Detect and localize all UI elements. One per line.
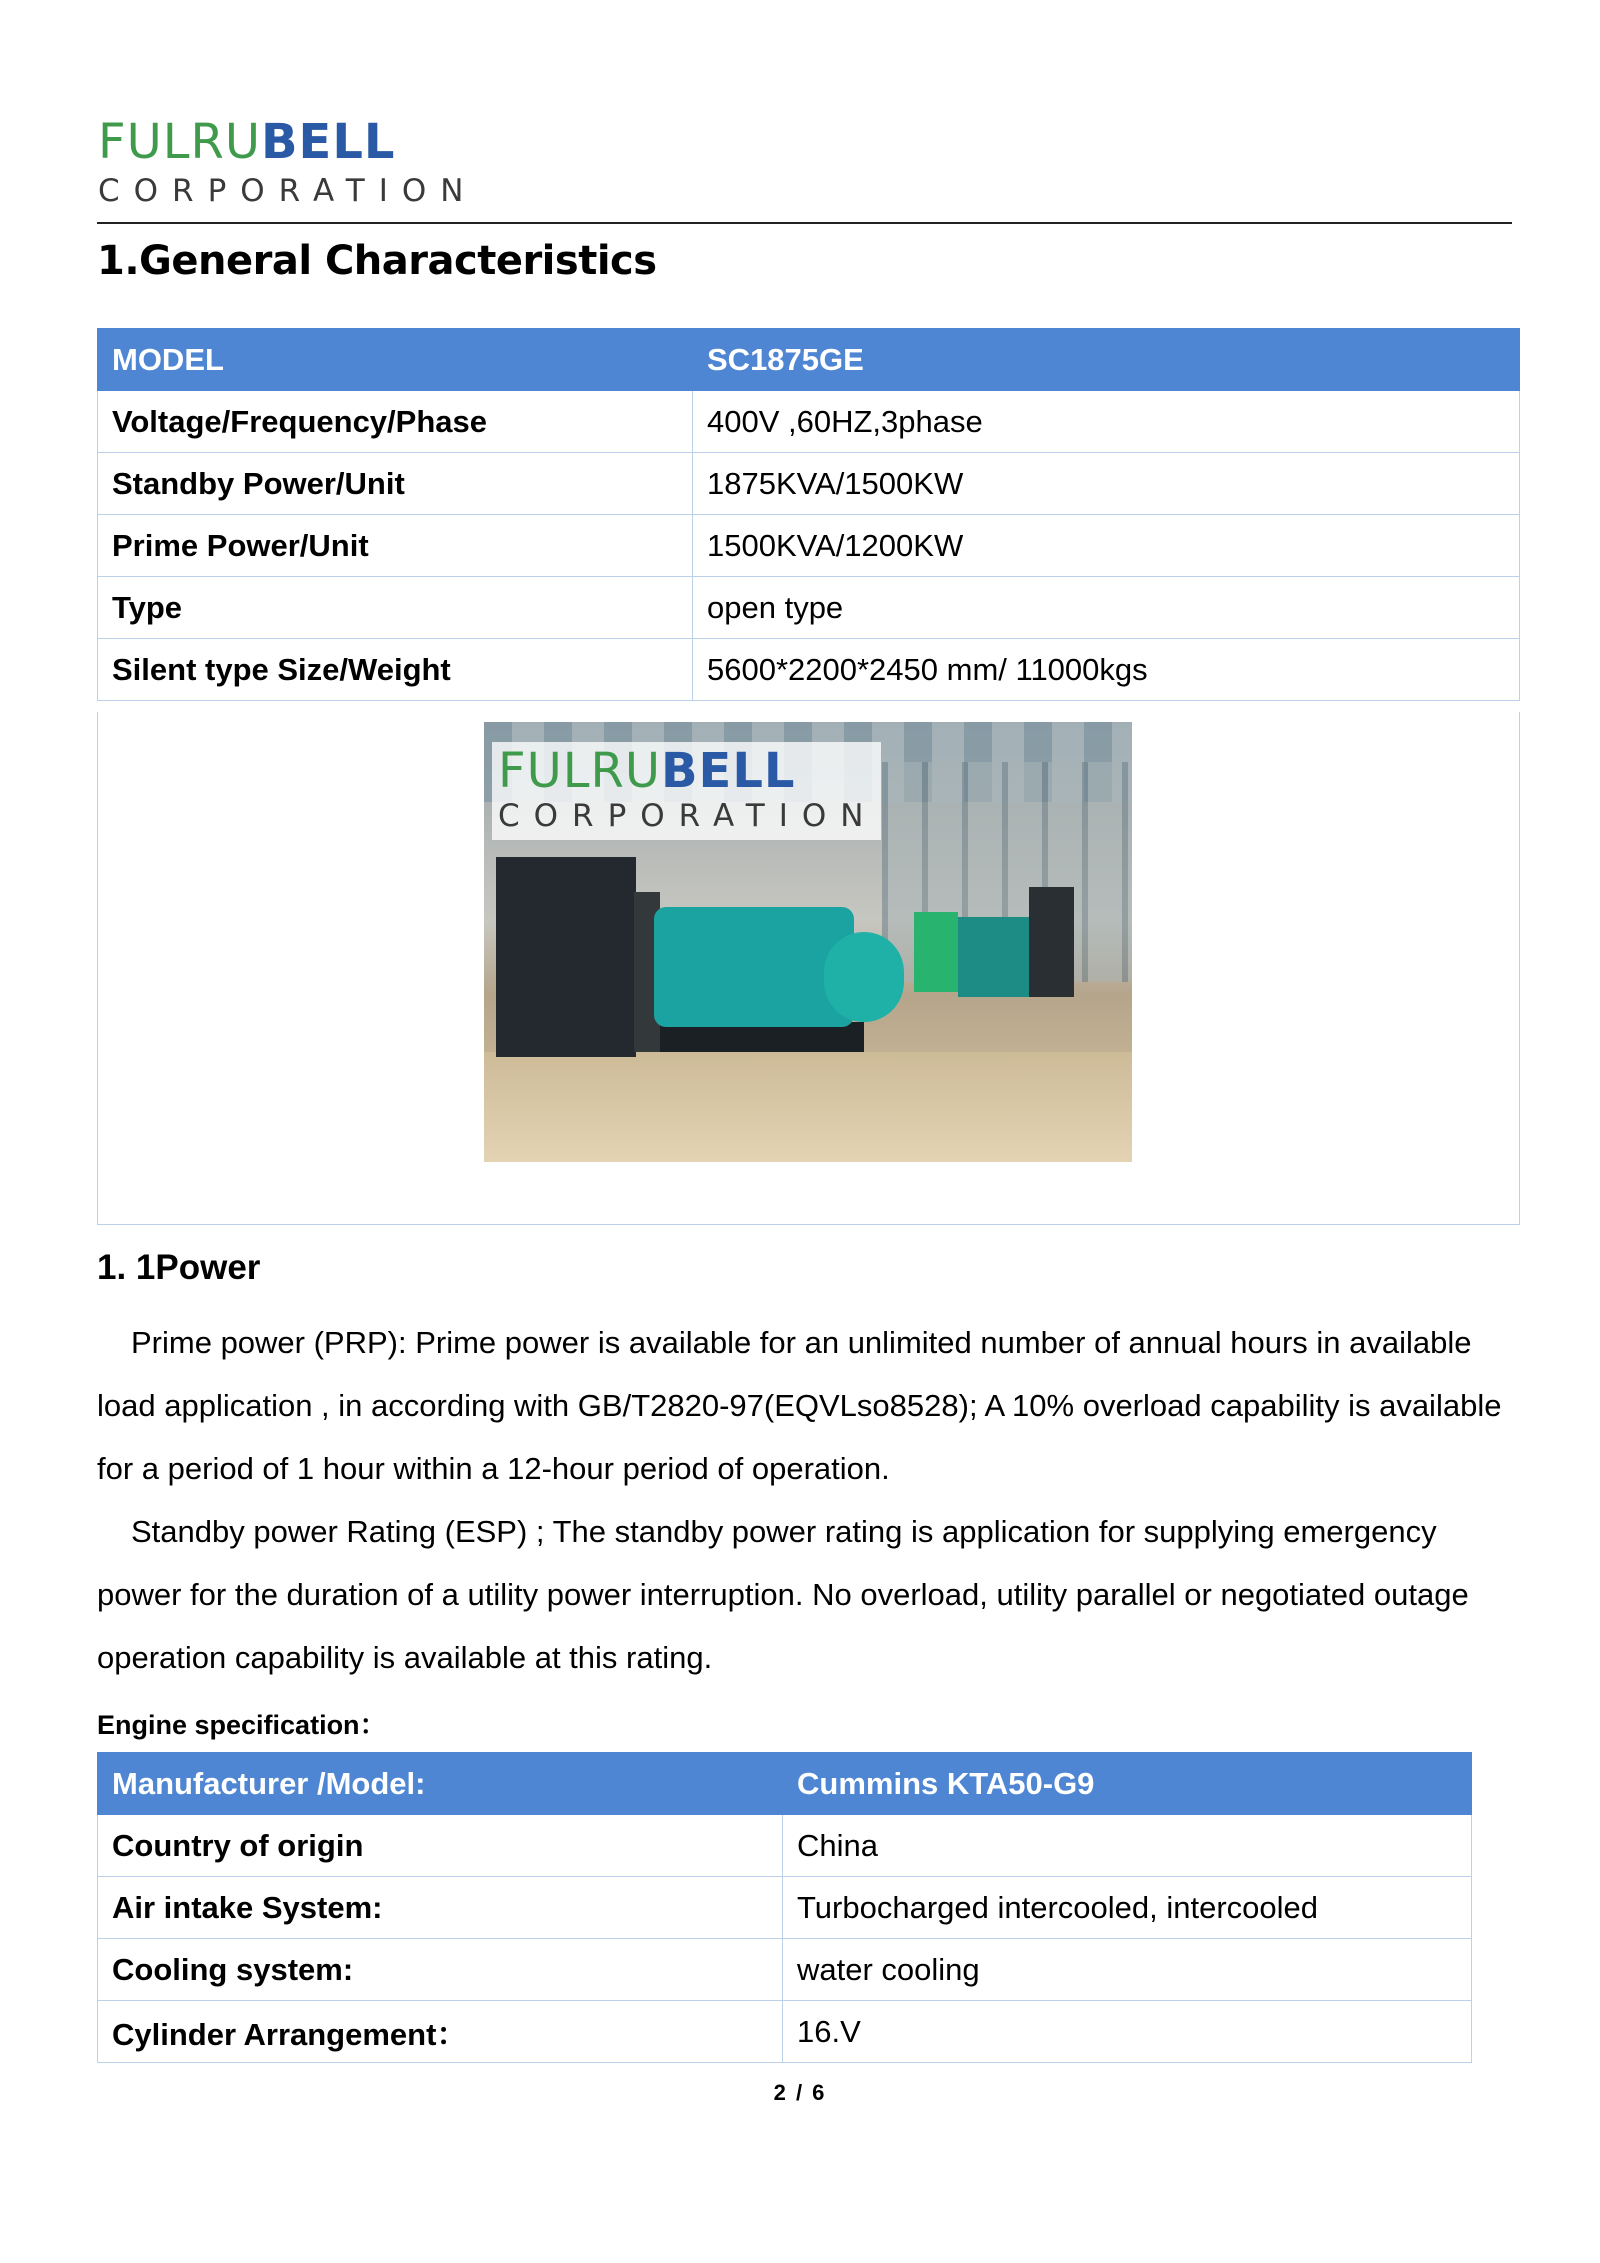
table-row bbox=[98, 1815, 1472, 1877]
table-header-row bbox=[98, 329, 1520, 391]
table-row bbox=[98, 639, 1520, 701]
section-title: 1.General Characteristics bbox=[97, 238, 657, 284]
engine-spec-table bbox=[97, 1752, 1472, 2063]
generator-alternator bbox=[824, 932, 904, 1022]
logo-wordmark: FULRUBELL bbox=[98, 114, 396, 170]
header-cell: Cummins KTA50-G9 bbox=[783, 1753, 1472, 1815]
photo-logo-wordmark: FULRUBELL bbox=[498, 743, 796, 799]
page-indicator: 2 / 6 bbox=[773, 2080, 827, 2105]
table-row bbox=[98, 515, 1520, 577]
standby-power-paragraph: Standby power Rating (ESP) ; The standby power rating is application for supplying emergency power for the duration of a utility power interruption. No overload, utility parallel or negotiated outage operation capability is available at this rating. bbox=[97, 1514, 1469, 1675]
photo-logo-subtitle: CORPORATION bbox=[498, 798, 878, 834]
company-logo bbox=[98, 114, 478, 209]
row-value: 1500KVA/1200KW bbox=[693, 515, 1520, 577]
photo-logo-overlay bbox=[492, 742, 881, 840]
row-label: Type bbox=[98, 577, 693, 639]
second-generator-panel bbox=[914, 912, 958, 992]
header-divider bbox=[97, 222, 1512, 224]
prime-power-paragraph: Prime power (PRP): Prime power is available for an unlimited number of annual hours in available load application , in according with GB/T2820-97(EQVLso8528); A 10% overload capability is available for a period of 1 hour within a 12-hour period of operation. bbox=[97, 1325, 1502, 1486]
row-value: 5600*2200*2450 mm/ 11000kgs bbox=[693, 639, 1520, 701]
table-row bbox=[98, 577, 1520, 639]
table-row bbox=[98, 1877, 1472, 1939]
row-label: Standby Power/Unit bbox=[98, 453, 693, 515]
row-value: China bbox=[783, 1815, 1472, 1877]
power-heading: 1. 1Power bbox=[97, 1248, 261, 1287]
row-value: Turbocharged intercooled, intercooled bbox=[783, 1877, 1472, 1939]
logo-subtitle: CORPORATION bbox=[98, 173, 478, 209]
row-label: Cooling system: bbox=[98, 1939, 783, 2001]
table-row bbox=[98, 2001, 1472, 2063]
engine-spec-heading: Engine specification： bbox=[97, 1710, 387, 1740]
header-cell: MODEL bbox=[98, 329, 693, 391]
row-label: Cylinder Arrangement： bbox=[98, 2001, 783, 2063]
table-row bbox=[98, 391, 1520, 453]
row-label: Prime Power/Unit bbox=[98, 515, 693, 577]
generator-radiator bbox=[496, 857, 636, 1057]
factory-floor bbox=[484, 1052, 1132, 1162]
row-value: open type bbox=[693, 577, 1520, 639]
generator-photo bbox=[484, 722, 1132, 1162]
row-label: Voltage/Frequency/Phase bbox=[98, 391, 693, 453]
table-row bbox=[98, 453, 1520, 515]
table-header-row bbox=[98, 1753, 1472, 1815]
header-cell: Manufacturer /Model: bbox=[98, 1753, 783, 1815]
table-row bbox=[98, 1939, 1472, 2001]
second-generator-radiator bbox=[1029, 887, 1074, 997]
general-characteristics-table bbox=[97, 328, 1520, 701]
row-label: Air intake System: bbox=[98, 1877, 783, 1939]
row-value: 1875KVA/1500KW bbox=[693, 453, 1520, 515]
header-cell: SC1875GE bbox=[693, 329, 1520, 391]
row-value: water cooling bbox=[783, 1939, 1472, 2001]
row-label: Silent type Size/Weight bbox=[98, 639, 693, 701]
second-generator-engine bbox=[958, 917, 1038, 997]
row-label: Country of origin bbox=[98, 1815, 783, 1877]
row-value: 16.V bbox=[783, 2001, 1472, 2063]
row-value: 400V ,60HZ,3phase bbox=[693, 391, 1520, 453]
